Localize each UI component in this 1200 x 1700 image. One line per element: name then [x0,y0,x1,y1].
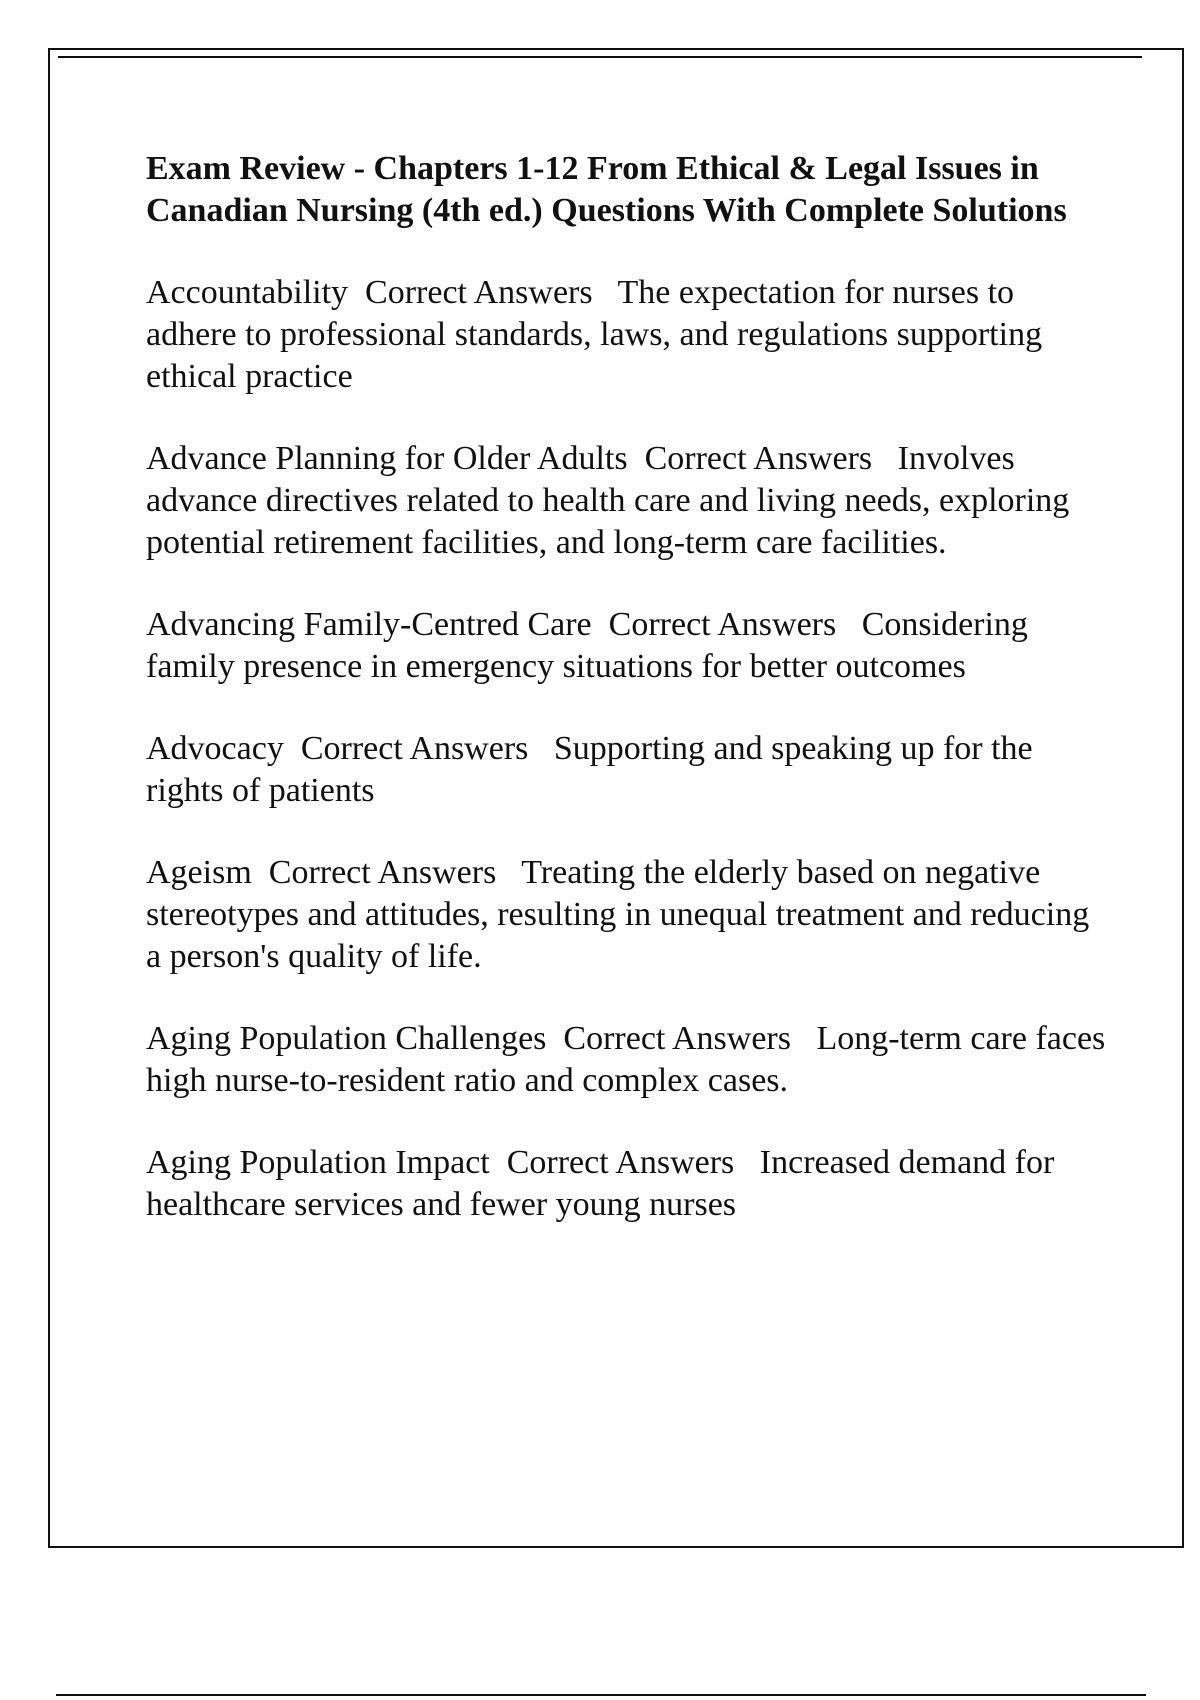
entry-ageism: Ageism Correct Answers Treating the elderly based on negative stereotypes and attitudes, resulting in unequal treatment and reducing a person's quality of life. [146,854,1098,975]
document-title: Exam Review - Chapters 1-12 From Ethical & Legal Issues in Canadian Nursing (4th ed.) Questions With Complete Solutions [146,150,1067,229]
entry-family-centred-care: Advancing Family-Centred Care Correct Answers Considering family presence in emergency situations for better outcomes [146,606,1037,685]
entry-advance-planning: Advance Planning for Older Adults Correct Answers Involves advance directives related to health care and living needs, exploring potential retirement facilities, and long-term care facilities. [146,440,1078,561]
entry-aging-population-impact: Aging Population Impact Correct Answers Increased demand for healthcare services and fewer young nurses [146,1144,1063,1223]
document-content [146,148,1114,1266]
entry-aging-population-challenges: Aging Population Challenges Correct Answers Long-term care faces high nurse-to-resident ratio and complex cases. [146,1020,1114,1099]
page-frame [48,48,1184,1548]
entry-accountability: Accountability Correct Answers The expectation for nurses to adhere to professional standards, laws, and regulations supporting ethical practice [146,274,1051,395]
entry-advocacy: Advocacy Correct Answers Supporting and speaking up for the rights of patients [146,730,1042,809]
bottom-rule [56,1694,1146,1696]
top-rule [58,56,1142,58]
